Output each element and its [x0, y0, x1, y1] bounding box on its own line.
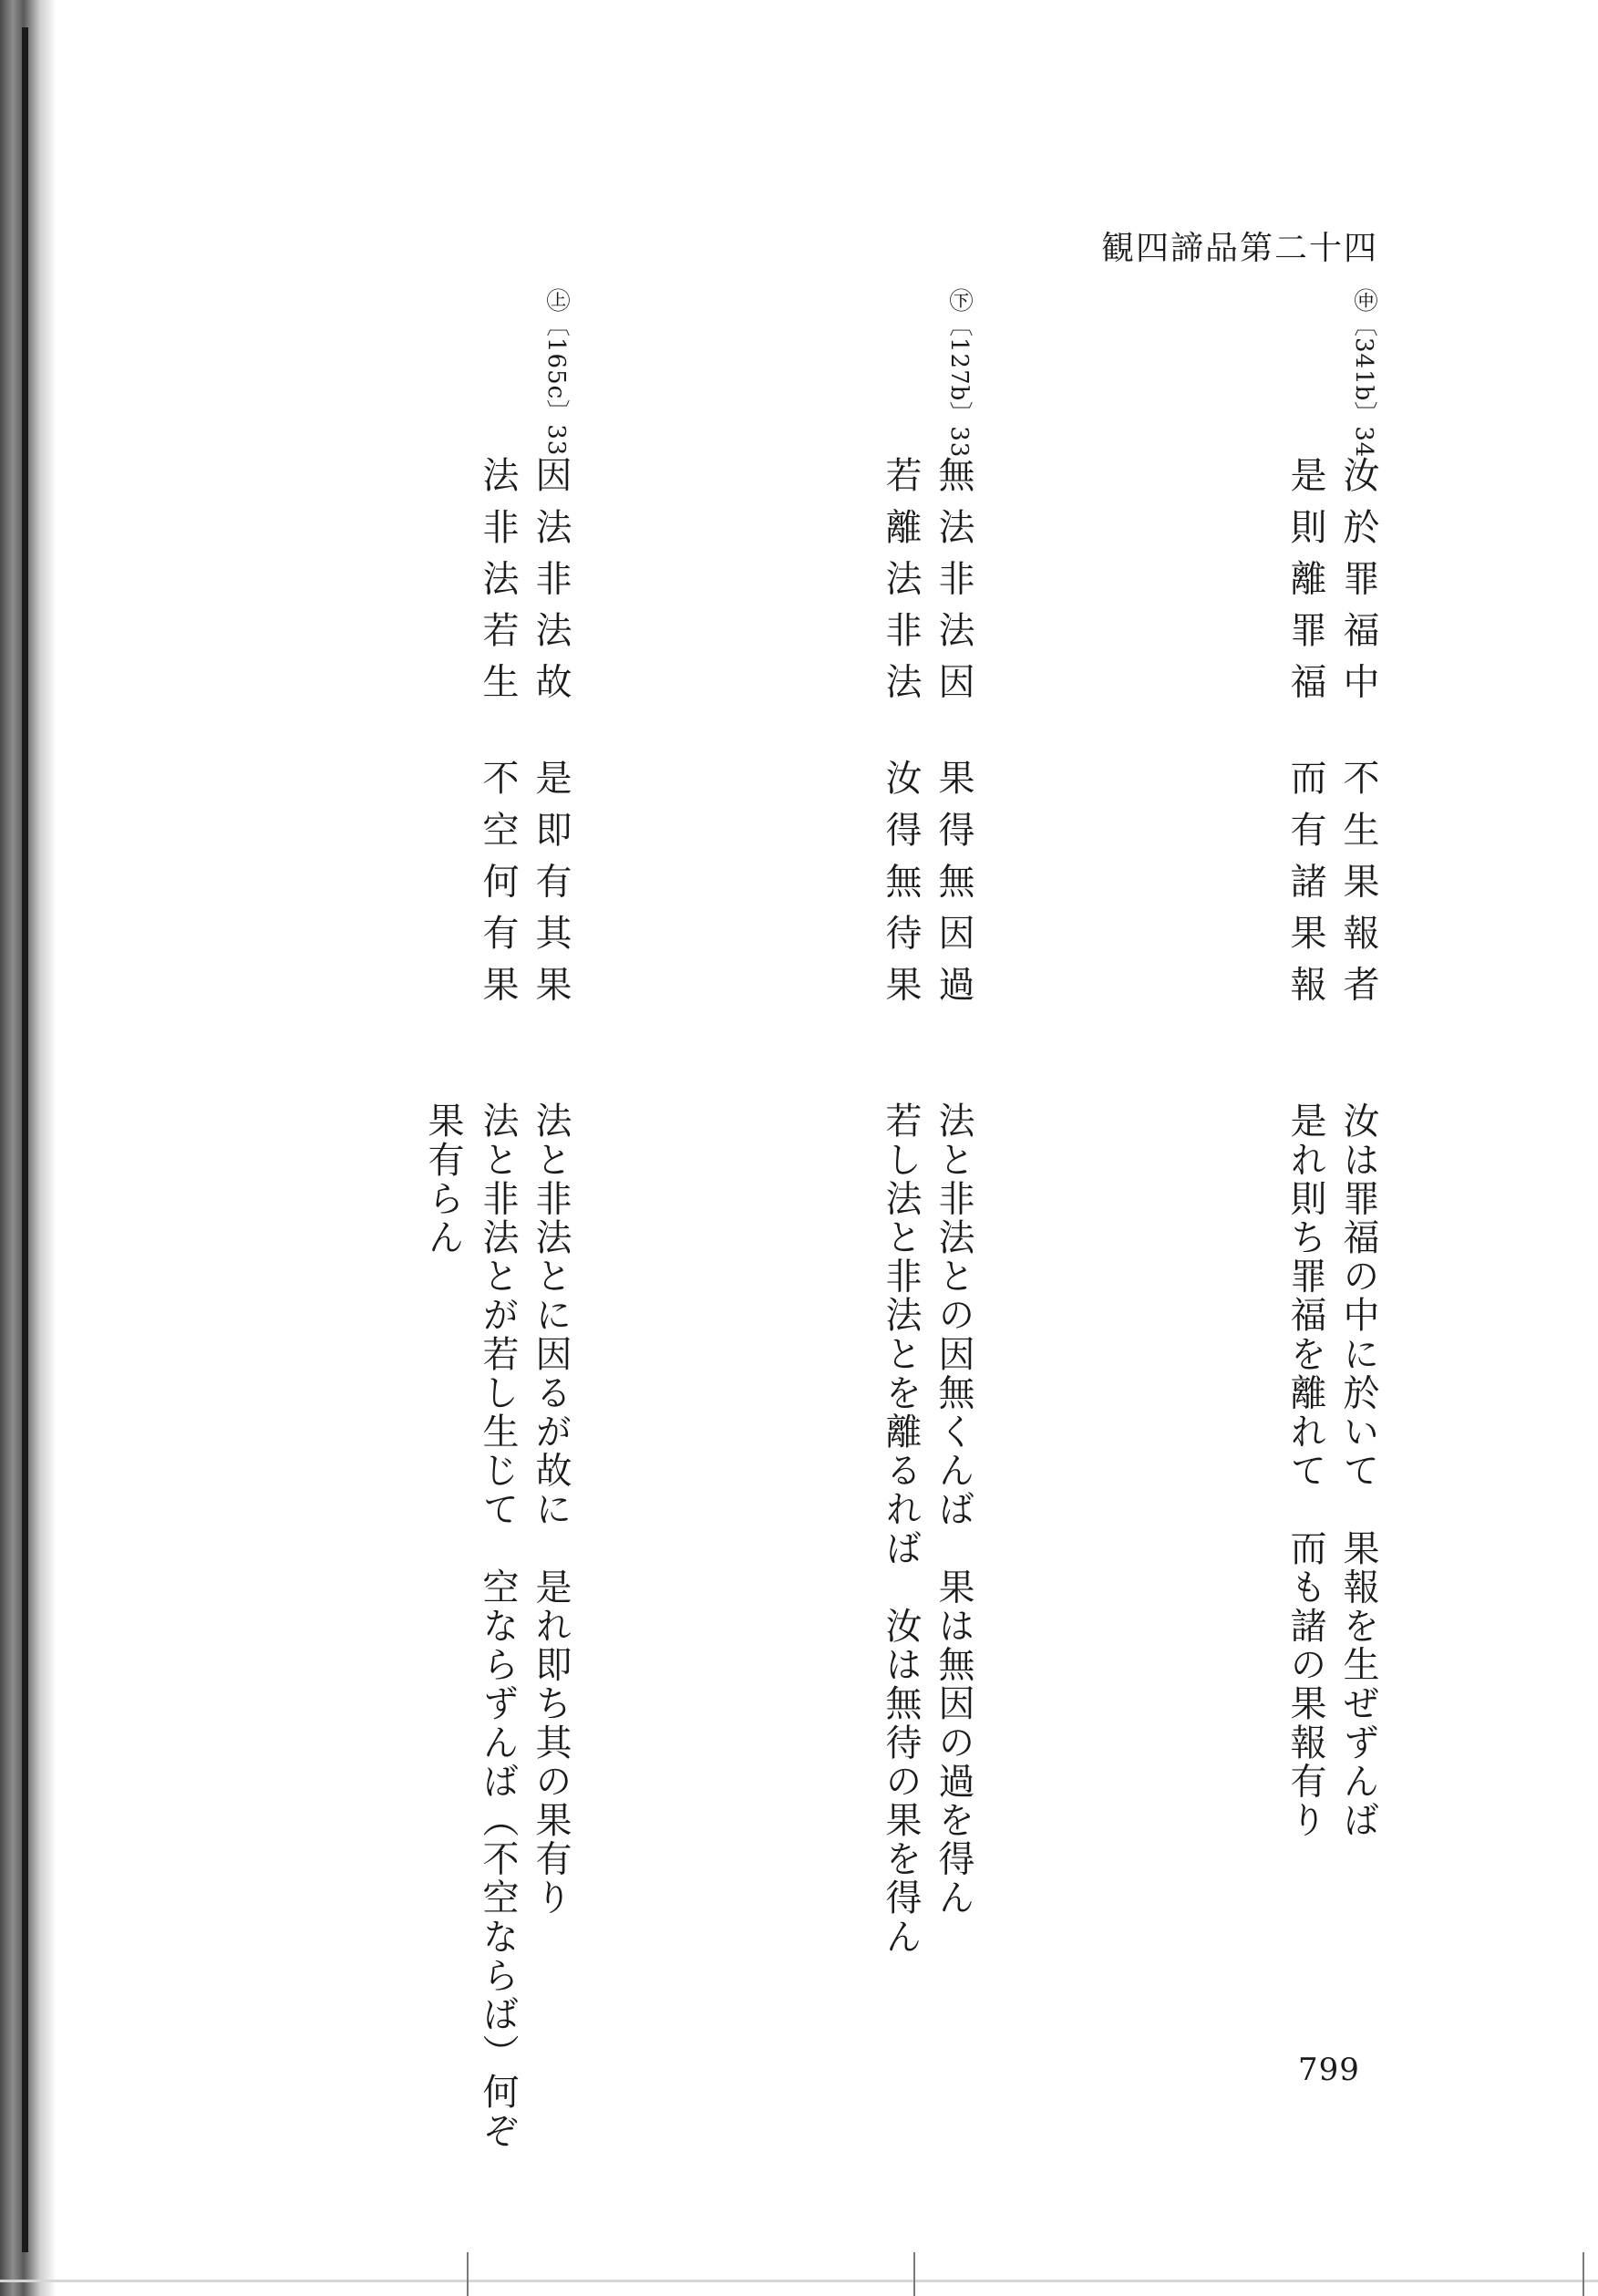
translation-line: 若し法と非法とを離るれば 汝は無待の果を得ん [880, 1101, 922, 1957]
verse-line: 因法非法故 [530, 456, 572, 714]
translation-line: 是れ則ち罪福を離れて 而も諸の果報有り [1284, 1101, 1326, 1840]
binding-edge-line [22, 27, 28, 2252]
scan-edge-rule [0, 2280, 1598, 2282]
translation-line: 法と非法との因無くんば 果は無因の過を得ん [933, 1101, 974, 1918]
verse-line: 汝於罪福中 [1337, 456, 1379, 714]
translation-line: 法と非法とに因るが故に 是れ即ち其の果有り [530, 1101, 572, 1918]
verse-line: 若離法非法 [880, 456, 922, 714]
page-number: 799 [1298, 2052, 1360, 2088]
verse-line: 不生果報者 [1337, 759, 1379, 1017]
verse-line: 是則離罪福 [1284, 456, 1326, 714]
translation-line: 果有らん [422, 1101, 464, 1257]
running-header: 観四諦品第二十四 [1101, 230, 1379, 267]
verse-reference: ㊦〔127b〕33 [945, 288, 973, 459]
scan-edge-tick [1583, 2252, 1584, 2296]
verse-reference: ㊤〔165c〕33 [542, 288, 570, 457]
verse-line: 而有諸果報 [1284, 759, 1326, 1017]
verse-line: 不空何有果 [477, 759, 519, 1017]
verse-reference: ㊥〔341b〕34 [1350, 288, 1377, 459]
page-binding-shadow [0, 0, 57, 2296]
verse-line: 是即有其果 [530, 759, 572, 1017]
translation-line: 汝は罪福の中に於いて 果報を生ぜずんば [1337, 1101, 1379, 1840]
scan-edge-tick [913, 2252, 915, 2296]
translation-line: 法と非法とが若し生じて 空ならずんば（不空ならば）何ぞ [477, 1101, 519, 2151]
verse-line: 果得無因過 [933, 759, 974, 1017]
scan-edge-tick [467, 2252, 469, 2296]
verse-line: 無法非法因 [933, 456, 974, 714]
verse-line: 汝得無待果 [880, 759, 922, 1017]
verse-line: 法非法若生 [477, 456, 519, 714]
